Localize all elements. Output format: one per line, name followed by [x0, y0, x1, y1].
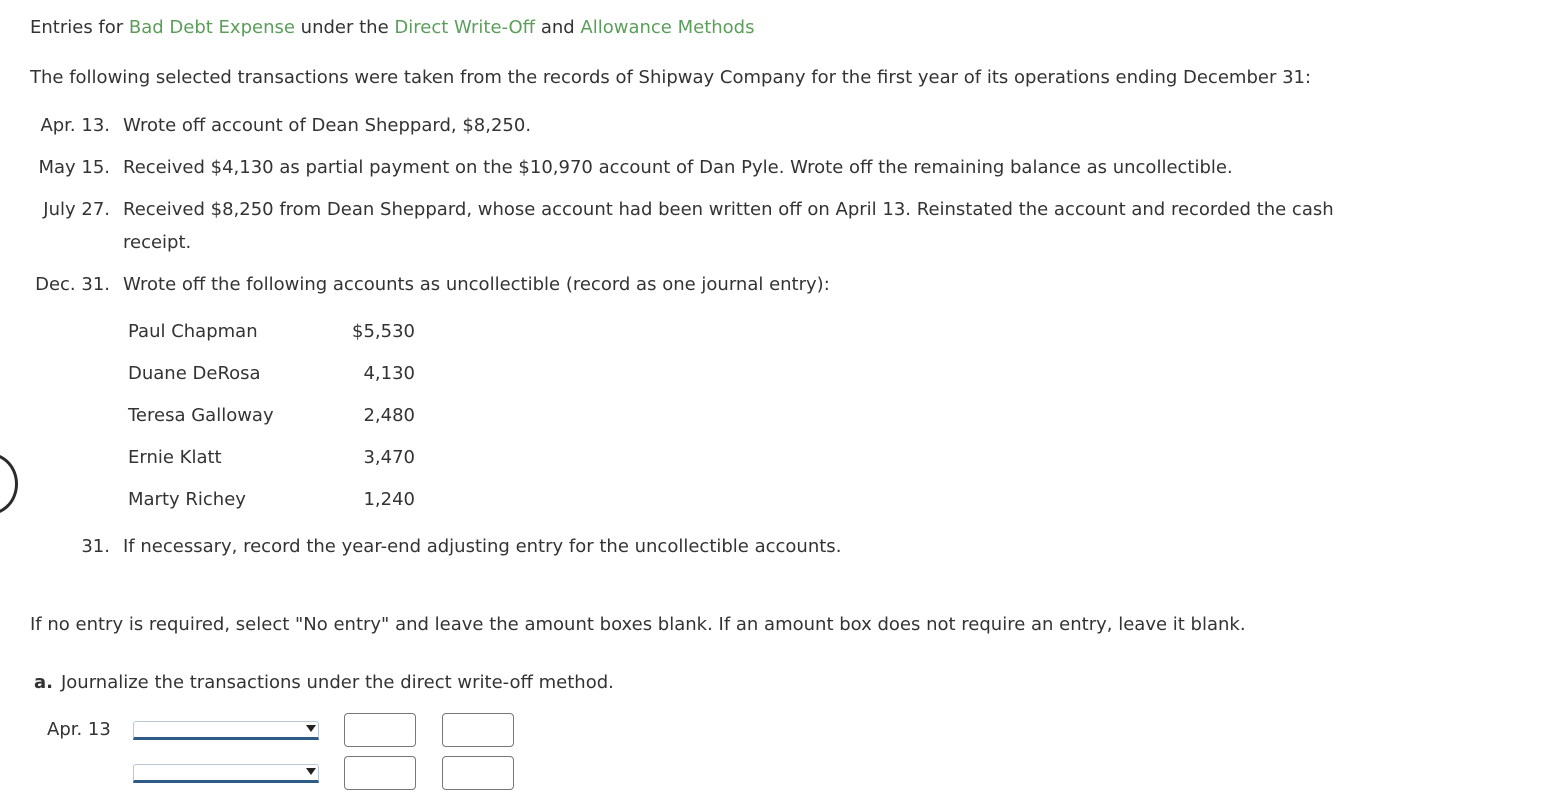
part-a-text: Journalize the transactions under the direct write-off method. [60, 672, 614, 693]
part-a-label: a. [34, 672, 53, 693]
account-name: Paul Chapman [128, 321, 258, 342]
term-link-direct-write-off[interactable]: Direct Write-Off [394, 17, 536, 38]
intro-text: The following selected transactions were taken from the records of Shipway Company for the first year of its operations ending December 31: [30, 67, 1312, 88]
account-name: Marty Richey [128, 489, 246, 510]
transaction-date: Dec. 31. [35, 274, 110, 295]
account-amount: $5,530 [352, 321, 415, 342]
transaction-text: Received $4,130 as partial payment on the $10,970 account of Dan Pyle. Wrote off the remaining balance as uncollectible. [123, 157, 1233, 178]
term-link-allowance-methods[interactable]: Allowance Methods [580, 17, 755, 38]
instructions-text: If no entry is required, select "No entry" and leave the amount boxes blank. If an amount box does not require an entry, leave it blank. [30, 614, 1246, 635]
account-amount: 3,470 [363, 447, 415, 468]
term-link-bad-debt-expense[interactable]: Bad Debt Expense [128, 17, 295, 38]
title-mid1: under the [294, 17, 395, 38]
account-name: Teresa Galloway [128, 405, 274, 426]
chevron-down-icon [306, 768, 316, 775]
journal-row-date: Apr. 13 [47, 719, 111, 740]
account-amount: 2,480 [363, 405, 415, 426]
title-prefix: Entries for [30, 17, 129, 38]
title-mid2: and [535, 17, 581, 38]
transaction-text: If necessary, record the year-end adjusting entry for the uncollectible accounts. [123, 536, 842, 557]
debit-amount-input[interactable] [344, 756, 416, 790]
transaction-text: Wrote off account of Dean Sheppard, $8,250. [123, 115, 532, 136]
account-select[interactable] [133, 764, 319, 783]
transaction-date: July 27. [43, 199, 110, 220]
transaction-text: Wrote off the following accounts as uncollectible (record as one journal entry): [123, 274, 830, 295]
transaction-date: Apr. 13. [40, 115, 110, 136]
part-a-heading [34, 672, 614, 693]
account-select[interactable] [133, 721, 319, 740]
account-amount: 4,130 [363, 363, 415, 384]
account-name: Ernie Klatt [128, 447, 222, 468]
account-amount: 1,240 [363, 489, 415, 510]
transaction-text-continued: receipt. [123, 232, 192, 253]
credit-amount-input[interactable] [442, 713, 514, 747]
page-title [30, 17, 754, 38]
account-name: Duane DeRosa [128, 363, 261, 384]
transaction-date: 31. [81, 536, 110, 557]
credit-amount-input[interactable] [442, 756, 514, 790]
debit-amount-input[interactable] [344, 713, 416, 747]
transaction-text: Received $8,250 from Dean Sheppard, whose account had been written off on April 13. Reinstated the account and recorded the cash [123, 199, 1334, 220]
chevron-down-icon [306, 725, 316, 732]
transaction-date: May 15. [38, 157, 110, 178]
circle-marker-icon [0, 453, 18, 515]
